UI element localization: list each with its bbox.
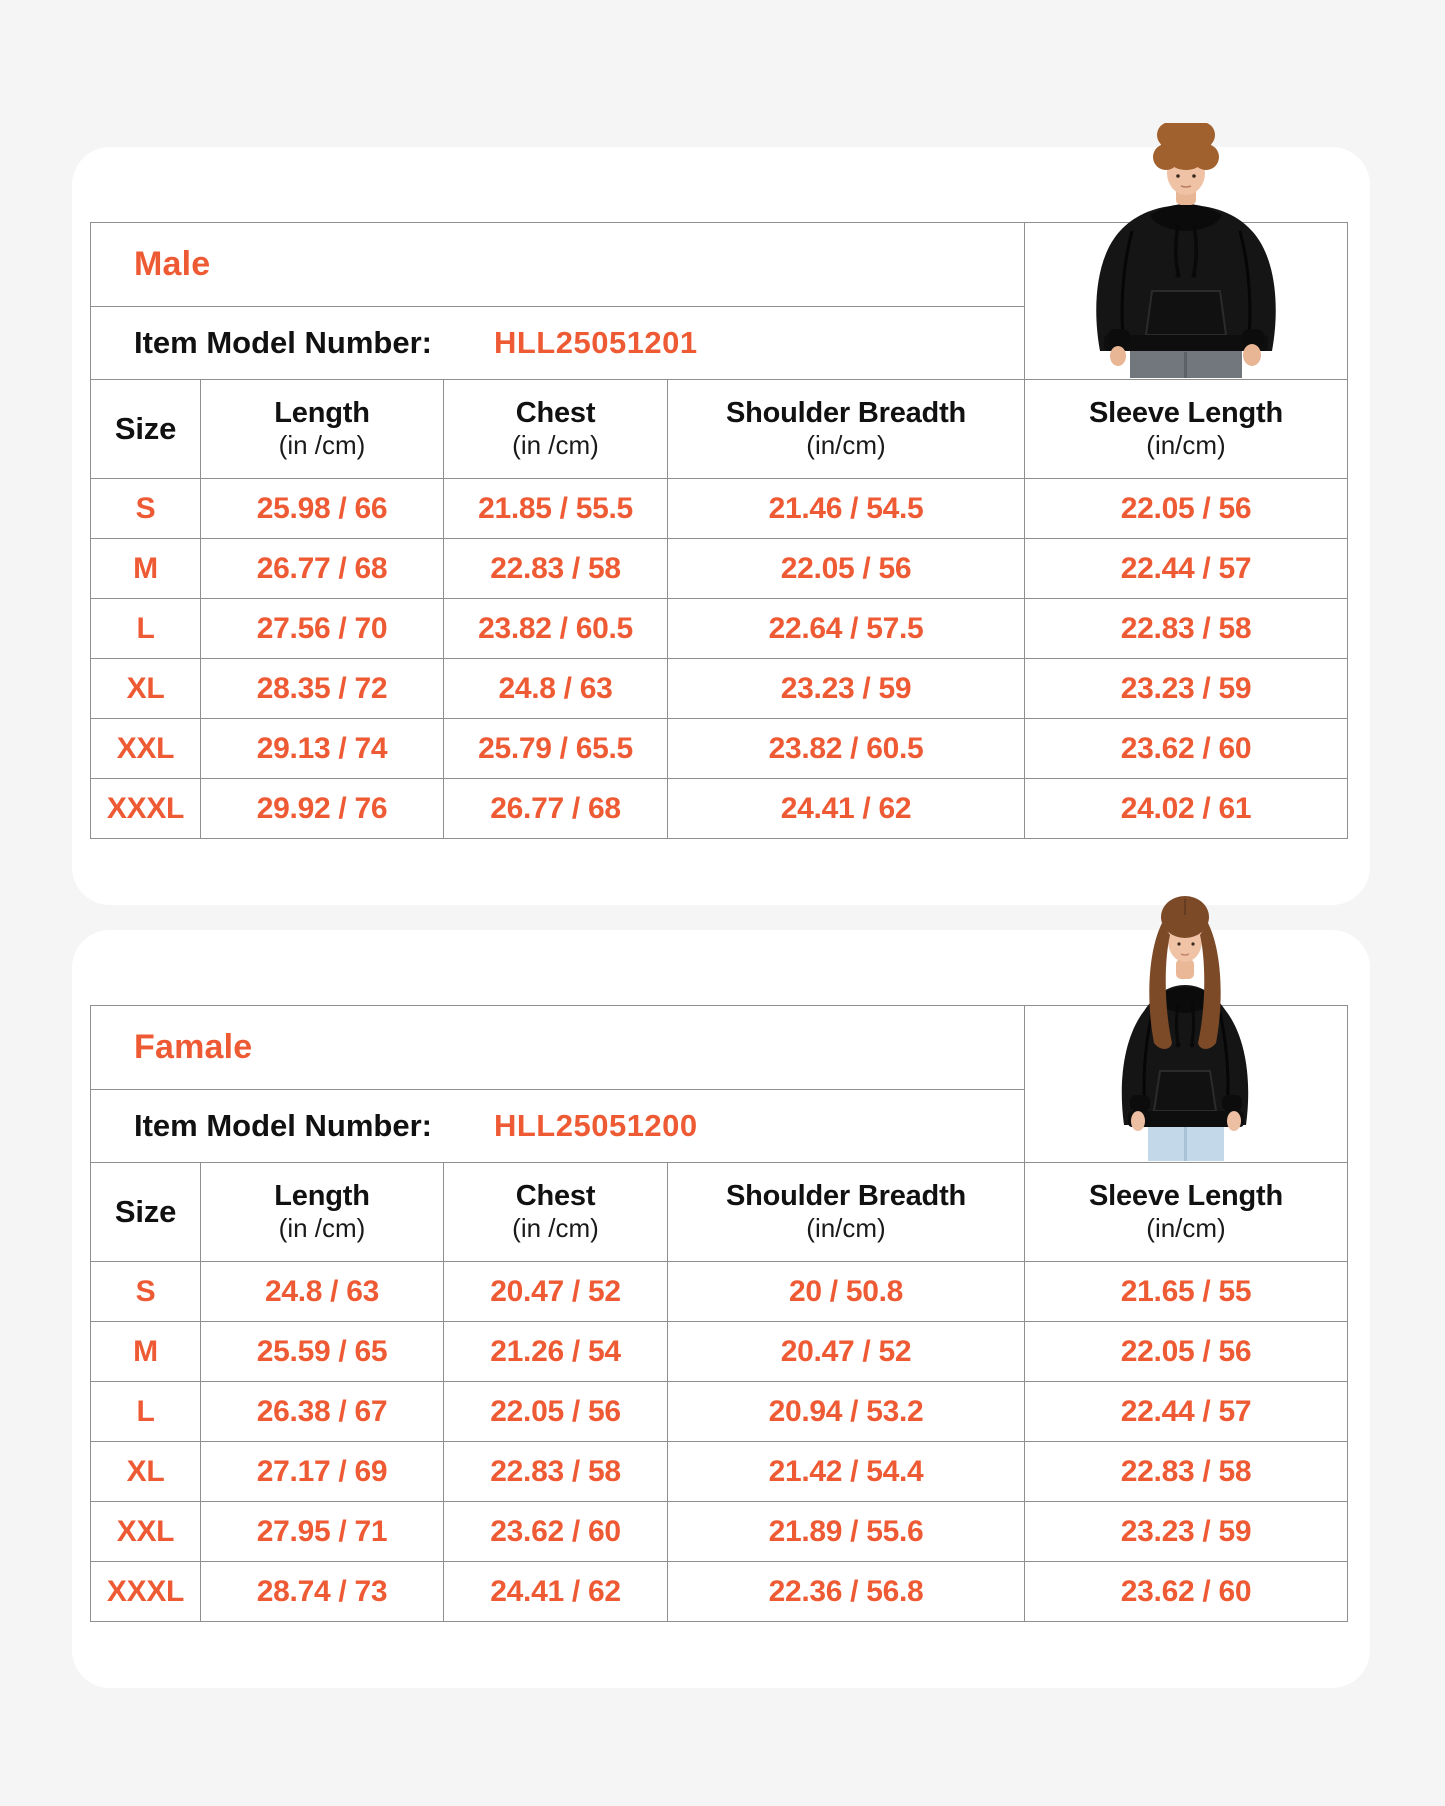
size-label: M	[91, 539, 201, 599]
column-header-length: Length (in /cm)	[201, 380, 444, 479]
hair	[1153, 123, 1219, 170]
shoulder-value: 24.41 / 62	[668, 779, 1025, 839]
length-value: 26.38 / 67	[201, 1382, 444, 1442]
length-value: 24.8 / 63	[201, 1262, 444, 1322]
chest-value: 21.26 / 54	[444, 1322, 668, 1382]
chest-value: 21.85 / 55.5	[444, 479, 668, 539]
female-size-table	[90, 1005, 1348, 1622]
male-size-table	[90, 222, 1348, 839]
sleeve-value: 23.62 / 60	[1025, 1562, 1348, 1622]
chest-value: 22.83 / 58	[444, 1442, 668, 1502]
kangaroo-pocket	[1146, 291, 1226, 335]
hand	[1227, 1111, 1241, 1131]
sleeve-value: 23.62 / 60	[1025, 719, 1348, 779]
chest-value: 22.05 / 56	[444, 1382, 668, 1442]
chest-value: 22.83 / 58	[444, 539, 668, 599]
drawstring	[1192, 1003, 1194, 1043]
size-label: S	[91, 479, 201, 539]
column-header-shoulder: Shoulder Breadth (in/cm)	[668, 1163, 1025, 1262]
length-value: 26.77 / 68	[201, 539, 444, 599]
chest-value: 24.41 / 62	[444, 1562, 668, 1622]
length-value: 27.17 / 69	[201, 1442, 444, 1502]
size-label: XXXL	[91, 1562, 201, 1622]
cuff	[1222, 1095, 1242, 1111]
column-header-size: Size	[91, 1163, 201, 1262]
female-size-card	[72, 930, 1370, 1688]
gender-title: Famale	[91, 1006, 1025, 1090]
gender-title: Male	[91, 223, 1025, 307]
item-model-row	[91, 1090, 1025, 1163]
sleeve-value: 22.44 / 57	[1025, 1382, 1348, 1442]
column-header-length: Length (in /cm)	[201, 1163, 444, 1262]
hand	[1243, 344, 1261, 366]
size-label: S	[91, 1262, 201, 1322]
size-label: XL	[91, 1442, 201, 1502]
column-header-sleeve: Sleeve Length (in/cm)	[1025, 1163, 1348, 1262]
sleeve-value: 22.83 / 58	[1025, 1442, 1348, 1502]
sleeve-value: 22.05 / 56	[1025, 1322, 1348, 1382]
shoulder-value: 21.46 / 54.5	[668, 479, 1025, 539]
item-model-label: Item Model Number:	[134, 1108, 432, 1143]
sleeve-value: 23.23 / 59	[1025, 659, 1348, 719]
length-value: 25.98 / 66	[201, 479, 444, 539]
item-model-row	[91, 307, 1025, 380]
size-label: M	[91, 1322, 201, 1382]
shoulder-value: 21.42 / 54.4	[668, 1442, 1025, 1502]
size-label: XL	[91, 659, 201, 719]
sleeve-value: 21.65 / 55	[1025, 1262, 1348, 1322]
shoulder-value: 20.47 / 52	[668, 1322, 1025, 1382]
length-value: 28.74 / 73	[201, 1562, 444, 1622]
kangaroo-pocket	[1154, 1071, 1216, 1111]
shoulder-value: 21.89 / 55.6	[668, 1502, 1025, 1562]
shoulder-value: 22.64 / 57.5	[668, 599, 1025, 659]
column-header-chest: Chest (in /cm)	[444, 380, 668, 479]
sleeve-value: 23.23 / 59	[1025, 1502, 1348, 1562]
chest-value: 23.62 / 60	[444, 1502, 668, 1562]
shoulder-value: 22.05 / 56	[668, 539, 1025, 599]
male-model-illustration	[1066, 123, 1306, 378]
size-label: XXL	[91, 719, 201, 779]
shoulder-value: 23.82 / 60.5	[668, 719, 1025, 779]
sleeve-value: 22.83 / 58	[1025, 599, 1348, 659]
length-value: 25.59 / 65	[201, 1322, 444, 1382]
item-model-number: HLL25051201	[493, 325, 698, 360]
female-model-photo	[1025, 1006, 1348, 1163]
sleeve-value: 22.05 / 56	[1025, 479, 1348, 539]
hem	[1128, 1111, 1244, 1127]
item-model-number: HLL25051200	[493, 1108, 698, 1143]
shoulder-value: 23.23 / 59	[668, 659, 1025, 719]
size-label: XXXL	[91, 779, 201, 839]
cuff	[1130, 1095, 1150, 1111]
sleeve-value: 22.44 / 57	[1025, 539, 1348, 599]
size-label: XXL	[91, 1502, 201, 1562]
shoulder-value: 20 / 50.8	[668, 1262, 1025, 1322]
male-model-photo	[1025, 223, 1348, 380]
drawstring	[1177, 1003, 1179, 1043]
male-size-card	[72, 147, 1370, 905]
length-value: 29.92 / 76	[201, 779, 444, 839]
item-model-label: Item Model Number:	[134, 325, 432, 360]
hand	[1131, 1111, 1145, 1131]
length-value: 29.13 / 74	[201, 719, 444, 779]
shoulder-value: 22.36 / 56.8	[668, 1562, 1025, 1622]
column-header-sleeve: Sleeve Length (in/cm)	[1025, 380, 1348, 479]
female-model-illustration	[1098, 889, 1274, 1161]
hand	[1110, 346, 1126, 366]
column-header-chest: Chest (in /cm)	[444, 1163, 668, 1262]
column-header-size: Size	[91, 380, 201, 479]
length-value: 27.95 / 71	[201, 1502, 444, 1562]
chest-value: 25.79 / 65.5	[444, 719, 668, 779]
column-header-shoulder: Shoulder Breadth (in/cm)	[668, 380, 1025, 479]
length-value: 28.35 / 72	[201, 659, 444, 719]
chest-value: 20.47 / 52	[444, 1262, 668, 1322]
chest-value: 24.8 / 63	[444, 659, 668, 719]
sleeve-value: 24.02 / 61	[1025, 779, 1348, 839]
shoulder-value: 20.94 / 53.2	[668, 1382, 1025, 1442]
cuff	[1108, 329, 1130, 347]
chest-value: 26.77 / 68	[444, 779, 668, 839]
length-value: 27.56 / 70	[201, 599, 444, 659]
size-label: L	[91, 1382, 201, 1442]
chest-value: 23.82 / 60.5	[444, 599, 668, 659]
size-label: L	[91, 599, 201, 659]
